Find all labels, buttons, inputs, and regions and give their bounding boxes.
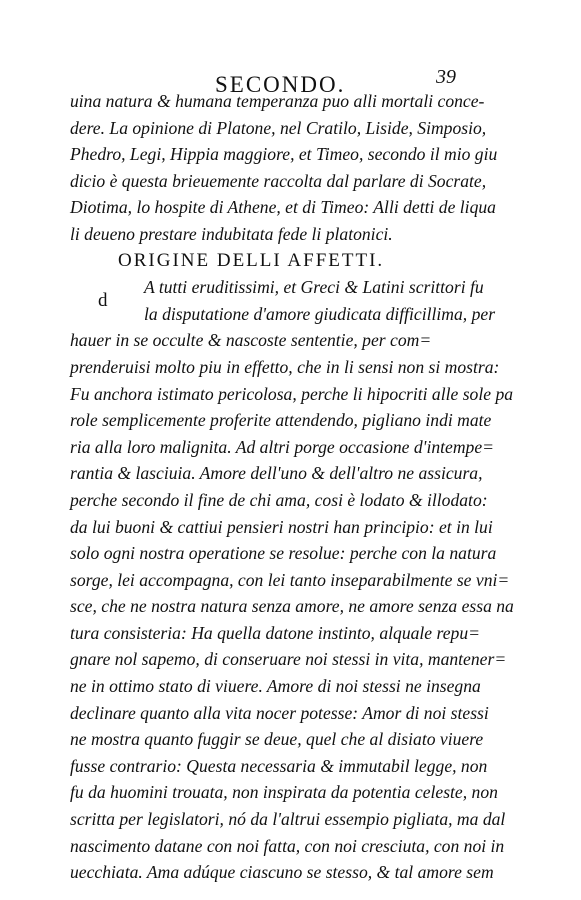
text-line: li deueno prestare indubitata fede li platonici. [70,223,393,244]
text-line: da lui buoni & cattiui pensieri nostri han principio: et in lui [70,516,493,537]
text-line: fu da huomini trouata, non inspirata da potentia celeste, non [70,782,498,803]
text-line: role semplicemente proferite attendendo, pigliano indi mate [70,410,492,431]
text-line: dere. La opinione di Platone, nel Cratilo, Liside, Simposio, [70,117,487,138]
text-line: A tutti eruditissimi, et Greci & Latini scrittori fu [144,277,484,298]
text-line: fusse contrario: Questa necessaria & immutabil legge, non [70,755,488,776]
text-line: ne mostra quanto fuggir se deue, quel che al disiato viuere [70,729,484,750]
text-line: dicio è questa brieuemente raccolta dal parlare di Socrate, [70,170,487,191]
text-line: la disputatione d'amore giudicata difficillima, per [144,303,496,324]
text-line: ne in ottimo stato di viuere. Amore di noi stessi ne insegna [70,676,481,697]
text-line: solo ogni nostra operatione se resolue: perche con la natura [70,543,497,564]
text-line: Diotima, lo hospite di Athene, et di Timeo: Alli detti de liqua [70,197,496,218]
text-line: scritta per legislatori, nó da l'altrui essempio pigliata, ma dal [70,809,506,830]
page-number: 39 [436,66,456,88]
text-line: Fu anchora istimato pericolosa, perche li hipocriti alle sole pa [70,383,514,404]
text-line: hauer in se occulte & nascoste sententie, per com= [70,330,432,351]
text-line: perche secondo il fine de chi ama, cosi è lodato & illodato: [70,489,488,510]
text-line: sce, che ne nostra natura senza amore, ne amore senza essa na [70,596,514,617]
text-line: nascimento datane con noi fatta, con noi cresciuta, con noi in [70,835,505,856]
text-line: uecchiata. Ama adúque ciascuno se stesso, & tal amore sem [70,862,494,883]
text-line: declinare quanto alla vita nocer potesse: Amor di noi stessi [70,702,489,723]
text-line: ria alla loro malignita. Ad altri porge occasione d'intempe= [70,436,495,457]
marginal-letter: d [98,290,108,311]
text-line: prenderuisi molto piu in effetto, che in li sensi non si mostra: [70,356,500,377]
text-line: uina natura & humana temperanza puo alli mortali conce- [70,91,485,111]
running-head: SECONDO. [215,72,346,97]
text-line: sorge, lei accompagna, con lei tanto inseparabilmente se vni= [70,569,510,590]
section-heading: ORIGINE DELLI AFFETTI. [118,249,385,271]
text-line: rantia & lasciuia. Amore dell'uno & dell'altro ne assicura, [70,463,483,484]
text-line: Phedro, Legi, Hippia maggiore, et Timeo, secondo il mio giu [70,144,498,165]
text-line: tura consisteria: Ha quella datone instinto, alquale repu= [70,622,480,643]
text-line: gnare nol sapemo, di conseruare noi stessi in vita, mantener= [70,649,507,670]
text-block [70,88,514,886]
